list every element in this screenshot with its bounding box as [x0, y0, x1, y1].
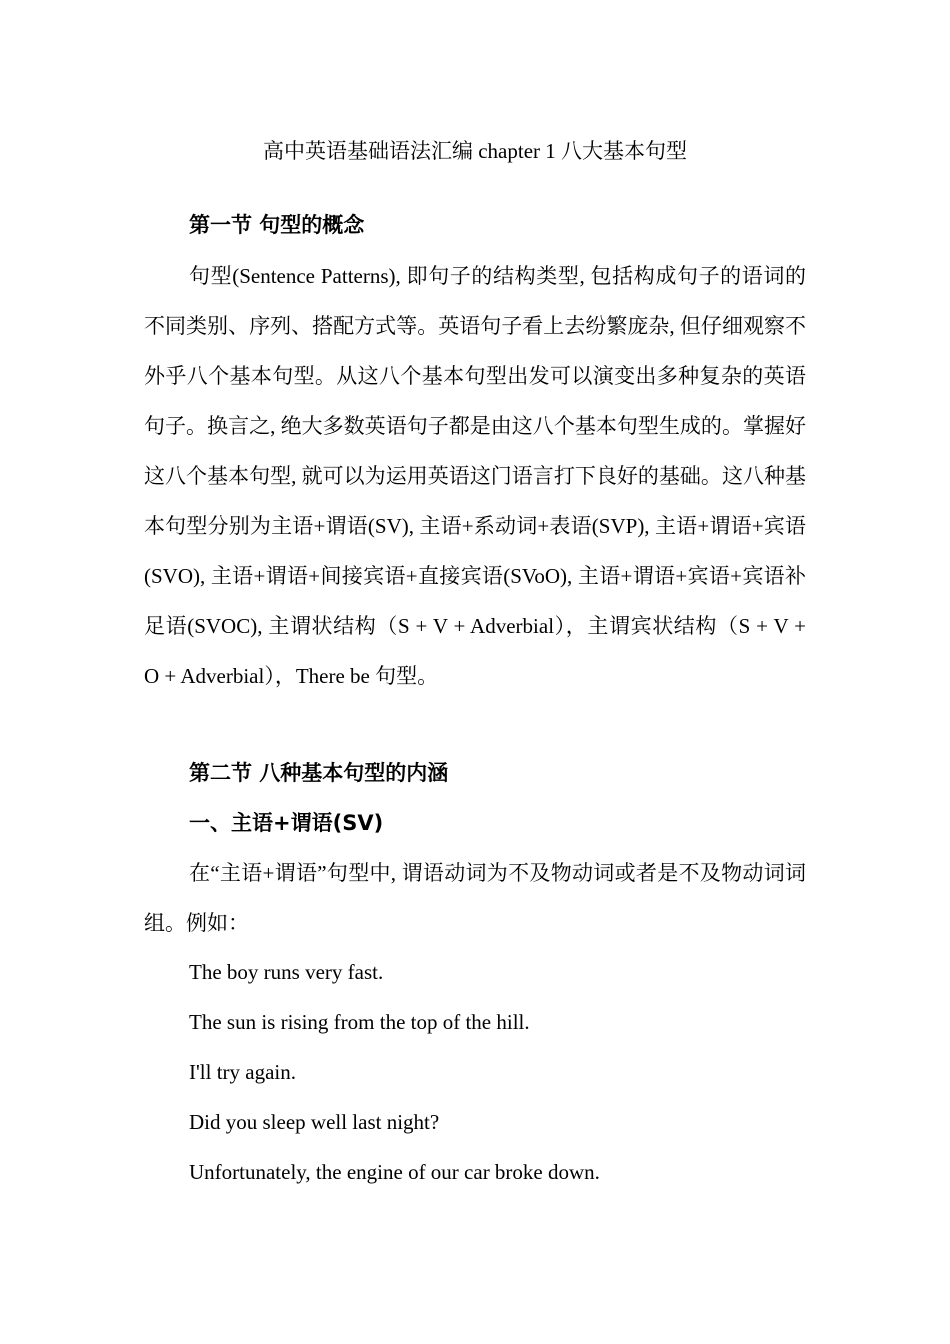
example-sentence: I'll try again. [189, 1060, 296, 1084]
sv-paragraph: 在“主语+谓语”句型中, 谓语动词为不及物动词或者是不及物动词词组。例如： [144, 861, 806, 935]
example-sentence: The boy runs very fast. [189, 960, 384, 984]
example-sentence: Unfortunately, the engine of our car broke down. [189, 1160, 600, 1184]
section-1-heading: 第一节 句型的概念 [189, 213, 365, 237]
example-sentence: The sun is rising from the top of the hill. [189, 1010, 530, 1034]
example-sentence: Did you sleep well last night? [189, 1110, 440, 1134]
section-1-paragraph: 句型(Sentence Patterns), 即句子的结构类型, 包括构成句子的语词的不同类别、序列、搭配方式等。英语句子看上去纷繁庞杂, 但仔细观察不外乎八个基本句型。从这八个基本句型出发可以演变出多种复杂的英语句子。换言之, 绝大多数英语句子都是由这八个基本句型生成的。掌握好这八个基本句型, 就可以为运用英语这门语言打下良好的基础。这八种基本句型分别为主语+谓语(SV), 主语+系动词+表语(SVP), 主语+谓语+宾语(SVO), 主语+谓语+间接宾语+直接宾语(SVoO), 主语+谓语+宾语+宾语补足语(SVOC), 主谓状结构（S + V + Adverbial），主谓宾状结构（S + V + O + Adverbial），There be 句型。 [144, 264, 806, 688]
document-title: 高中英语基础语法汇编 chapter 1 八大基本句型 [262, 139, 688, 163]
subsection-sv-heading: 一、主语+谓语(SV) [189, 811, 384, 835]
section-2-heading: 第二节 八种基本句型的内涵 [189, 761, 449, 785]
